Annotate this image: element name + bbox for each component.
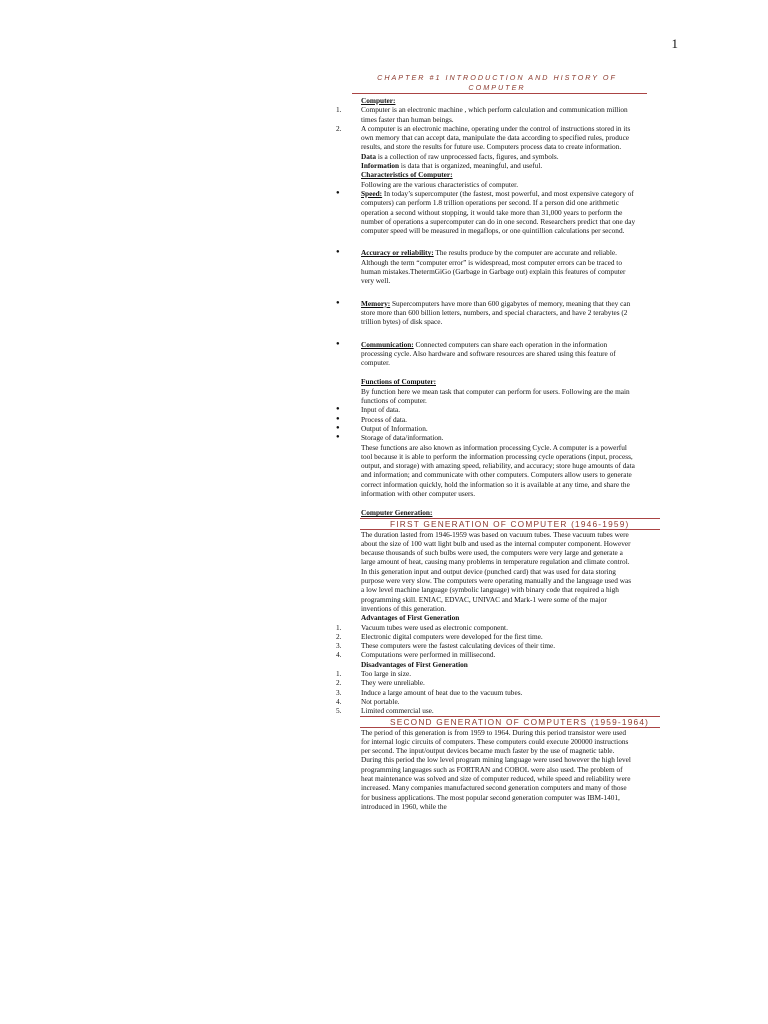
characteristic-accuracy: ● Accuracy or reliability: The results produce by the computer are accurate and reliable. Although the term “computer error” is widespread, most computer errors can be traced to human mistakes.ThetermGiGo (Garbage in Garbage out) explain this features of computer very well. bbox=[336, 248, 626, 286]
page-number: 1 bbox=[671, 36, 678, 51]
advantage-item: 2. Electronic digital computers were developed for the first time. bbox=[336, 631, 543, 641]
definition-text: A computer is an electronic machine, operating under the control of instructions stored in its own memory that can accept data, manipulate the data according to specified rules, produce results, and store the results for future use. Computers process data to create information. bbox=[361, 123, 631, 152]
information-definition: Information is data that is organized, meaningful, and useful. bbox=[361, 161, 543, 171]
functions-intro: By function here we mean task that computer can perform for users. Following are the main functions of computer. bbox=[361, 386, 630, 406]
first-generation-paragraph-2: In this generation input and output device (punched card) that was used for data storing purpose were very slow. The computers were operating manually and the language used was a low level machine language (symbolic language) with binary code that required a high programming skill. ENIAC, EDVAC, UNIVAC and Mark-1 were some of the major inventions of this generation. bbox=[361, 566, 632, 613]
data-definition: Data is a collection of raw unprocessed facts, figures, and symbols. bbox=[361, 151, 559, 161]
first-generation-paragraph-1: The duration lasted from 1946-1959 was based on vacuum tubes. These vacuum tubes were about the size of 100 watt light bulb and used as the internal computer component. However because thousands of such bulbs were used, the computers were very large and generate a large amount of heat, causing many problems in temperature regulation and climate control. bbox=[361, 529, 631, 567]
function-item: ● Process of data. bbox=[336, 414, 407, 424]
definition-number: 1. bbox=[336, 105, 342, 115]
disadvantage-item: 3. Induce a large amount of heat due to the vacuum tubes. bbox=[336, 687, 523, 697]
disadvantage-item: 1. Too large in size. bbox=[336, 669, 412, 679]
function-item: ● Input of data. bbox=[336, 405, 401, 415]
disadvantage-item: 2. They were unreliable. bbox=[336, 678, 425, 688]
definition-2 bbox=[336, 124, 636, 152]
disadvantage-item: 4. Not portable. bbox=[336, 696, 400, 706]
advantage-item: 1. Vacuum tubes were used as electronic component. bbox=[336, 622, 508, 632]
definition-1 bbox=[336, 105, 636, 124]
definition-number: 2. bbox=[336, 123, 342, 133]
advantages-heading: Advantages of First Generation bbox=[361, 613, 460, 623]
bullet-icon: ● bbox=[336, 434, 340, 441]
chapter-title: CHAPTER #1 INTRODUCTION AND HISTORY OF COMPUTER bbox=[377, 73, 617, 92]
generation-heading: Computer Generation: bbox=[361, 508, 433, 518]
functions-paragraph: These functions are also known as information processing Cycle. A computer is a powerful tool because it is able to perform the information processing cycle operations (input, process, output, and storage) with amazing speed, reliability, and accuracy; store huge amounts of data and information; and communicate with other computers. Computers allow users to generate correct information quickly, hold the information so it is available at any time, and share the information with other computer users. bbox=[361, 442, 635, 498]
characteristic-communication: ● Communication: Connected computers can share each operation in the information processing cycle. Also hardware and software resources are shared using this feature of computer. bbox=[336, 339, 616, 368]
computer-heading: Computer: bbox=[361, 96, 396, 105]
second-generation-paragraph: The period of this generation is from 1959 to 1964. During this period transistor were used for internal logic circuits of computers. These computers could execute 200000 instructions per second. The input/output devices became much faster by the use of magnetic table. During this period the low level program mining language were used however the high level programming languages such as FORTRAN and COBOL were also used. The problem of heat maintenance was solved and size of computer reduced, while speed and reliability were increased. Many companies manufactured second generation computers and many of those for business applications. The most popular second generation computer was IBM-1401, introduced in 1960, while the bbox=[361, 727, 631, 811]
bullet-icon: ● bbox=[336, 340, 340, 347]
first-generation-title: FIRST GENERATION OF COMPUTER (1946-1959) bbox=[360, 518, 660, 530]
bullet-icon: ● bbox=[336, 189, 340, 196]
bullet-icon: ● bbox=[336, 249, 340, 256]
chapter-rule bbox=[352, 93, 647, 94]
bullet-icon: ● bbox=[336, 406, 340, 413]
definition-text: Computer is an electronic machine , which perform calculation and communication million times faster than human beings. bbox=[361, 105, 628, 124]
characteristic-memory: ● Memory: Supercomputers have more than 600 gigabytes of memory, meaning that they can store more than 600 billion letters, numbers, and special characters, and have 2 terabytes (2 trillion bytes) of disk space. bbox=[336, 298, 631, 327]
second-generation-title: SECOND GENERATION OF COMPUTERS (1959-1964) bbox=[360, 716, 660, 728]
disadvantages-heading: Disadvantages of First Generation bbox=[361, 659, 468, 669]
functions-heading: Functions of Computer: bbox=[361, 377, 436, 387]
characteristics-heading: Characteristics of Computer: bbox=[361, 170, 453, 180]
function-item: ● Storage of data/information. bbox=[336, 433, 444, 443]
bullet-icon: ● bbox=[336, 415, 340, 422]
bullet-icon: ● bbox=[336, 299, 340, 306]
advantage-item: 4. Computations were performed in millisecond. bbox=[336, 650, 496, 660]
characteristics-intro: Following are the various characteristics of computer. bbox=[361, 179, 519, 189]
disadvantage-item: 5. Limited commercial use. bbox=[336, 706, 434, 716]
function-item: ● Output of Information. bbox=[336, 423, 428, 433]
characteristic-speed: ● Speed: In today’s supercomputer (the fastest, most powerful, and most expensive category of computers) can perform 1.8 trillion operations per second. If a person did one arithmetic operation a second without stopping, it would take more than 31,000 years to perform the number of operations a supercomputer can do in one second. Researchers predict that one day computer speed will be measured in megaflops, or one quintillion calculations per second. bbox=[336, 188, 636, 236]
advantage-item: 3. These computers were the fastest calculating devices of their time. bbox=[336, 641, 556, 651]
document-body bbox=[336, 96, 650, 811]
bullet-icon: ● bbox=[336, 424, 340, 431]
